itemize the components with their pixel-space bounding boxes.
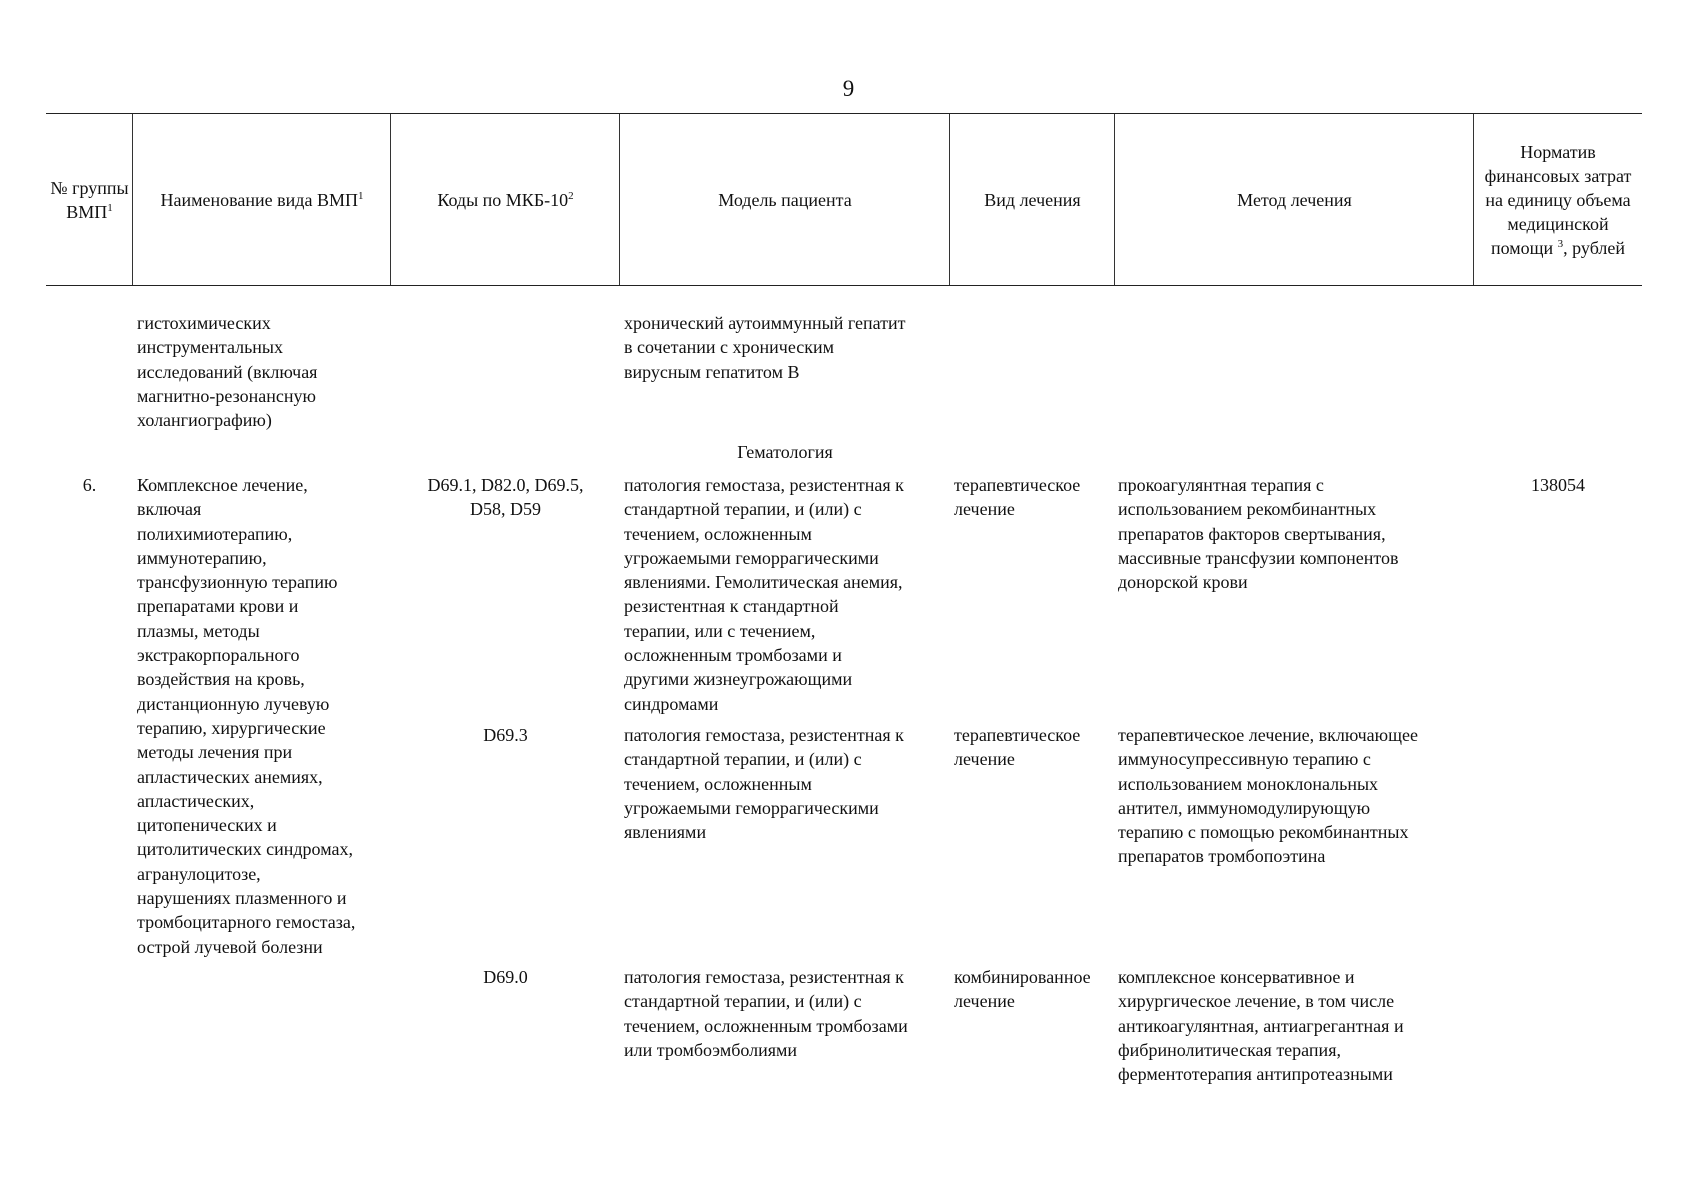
header-cost-norm: Норматив финансовых затрат на единицу объема медицинской помощи $^3$, рублей [1484,141,1632,258]
row-3-codes: D69.0 [483,967,528,987]
continuation-patient-model: хронический аутоиммунный гепатит в сочетании с хроническим вирусным гепатитом B [624,313,906,382]
group-cost: 138054 [1531,475,1585,495]
continuation-vmp-name: гистохимических инструментальных исследований (включая магнитно-резонансную холангиографию) [137,313,318,431]
page-number: 9 [842,76,855,101]
row-1-codes: D69.1, D82.0, D69.5, D58, D59 [427,475,584,520]
header-icd-codes: Коды по МКБ-$10^2$ [437,189,574,210]
header-vmp-name: Наименование вида ВМП$^1$ [160,189,364,210]
row-2-treatment-type: терапевтическое лечение [954,725,1081,770]
header-treatment-type: Вид лечения [984,189,1081,210]
row-2-patient-model: патология гемостаза, резистентная к стандартной терапии, и (или) с течением, осложненным угрожаемыми геморрагическими явлениями [624,725,904,843]
header-patient-model: Модель пациента [718,189,852,210]
section-title: Гематология [737,442,833,462]
row-3-treatment-type: комбинированное лечение [954,967,1091,1012]
row-3-patient-model: патология гемостаза, резистентная к стандартной терапии, и (или) с течением, осложненным тромбозами или тромбоэмболиями [624,967,908,1060]
table-header [46,113,1642,286]
row-2-codes: D69.3 [483,725,528,745]
row-1-patient-model: патология гемостаза, резистентная к стандартной терапии, и (или) с течением, осложненным угрожаемыми геморрагическими явлениями. Гемолитическая анемия, резистентная к стандартной терапии, или с течением, осложненным тромбозами и другими жизнеугрожающими синдромами [624,475,904,714]
row-3-treatment-method: комплексное консервативное и хирургическое лечение, в том числе антикоагулянтная, антиагрегантная и фибринолитическая терапия, ферментотерапия антипротеазными [1118,967,1404,1085]
group-vmp-name: Комплексное лечение, включая полихимиотерапию, иммунотерапию, трансфузионную терапию препаратами крови и плазмы, методы экстракорпорального воздействия на кровь, дистанционную лучевую терапию, хирургические методы лечения при апластических анемиях, апластических, цитопенических и цитолитических синдромах, агранулоцитозе, нарушениях плазменного и тромбоцитарного гемостаза, острой лучевой болезни [137,475,356,957]
row-1-treatment-method: прокоагулянтная терапия с использованием рекомбинантных препаратов факторов свертывания, массивные трансфузии компонентов донорской крови [1118,475,1399,593]
group-number: 6. [82,475,97,495]
header-treatment-method: Метод лечения [1237,189,1352,210]
header-group-no: № группы ВМП$^1$ [50,177,129,222]
row-2-treatment-method: терапевтическое лечение, включающее иммуносупрессивную терапию с использованием моноклональных антител, иммуномодулирующую терапию с помощью рекомбинантных препаратов тромбопоэтина [1118,725,1418,867]
row-1-treatment-type: терапевтическое лечение [954,475,1081,520]
